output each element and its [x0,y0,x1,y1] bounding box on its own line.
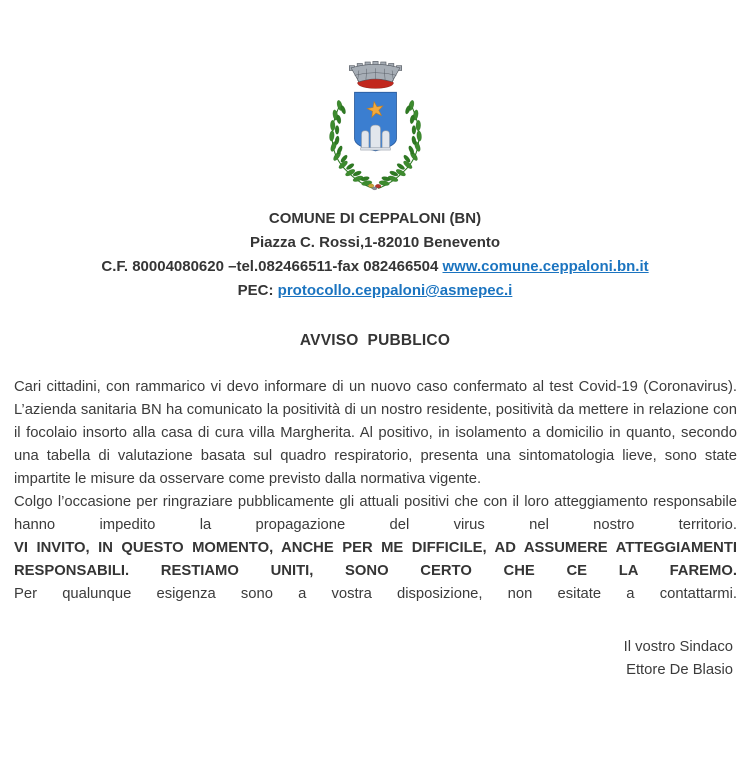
municipality-name: COMUNE DI CEPPALONI (BN) [268,210,482,227]
signature-role: Il vostro Sindaco [623,639,733,655]
paragraph-appeal-emphasis: VI INVITO, IN QUESTO MOMENTO, ANCHE PER ME DIFFICILE, AD ASSUMERE ATTEGGIAMENTI RESPONSABILI. RESTIAMO UNITI, SONO CERTO CHE CE LA FAREMO. [14,540,737,579]
letterhead [0,207,750,303]
paragraph-covid-case: Cari cittadini, con rammarico vi devo informare di un nuovo caso confermato al test Covid-19 (Coronavirus). L’azienda sanitaria BN ha comunicato la positività di un nostro residente, positività da mettere in relazione con il focolaio insorto alla casa di cura villa Margherita. Al positivo, in isolamento a domicilio in quanto, secondo una tabella di valutazione basata sul quadro respiratorio, presenta una sintomatologia lieve, sono state impartite le misure da osservare come previsto dalla normativa vigente. [14,379,737,487]
website-link[interactable]: www.comune.ceppaloni.bn.it [442,258,649,275]
signature-block [0,636,733,682]
ribbon-knot-icon [368,184,381,190]
signature-name: Ettore De Blasio [626,662,733,678]
paragraph-contact: Per qualunque esigenza sono a vostra disposizione, non esitate a contattarmi. [14,586,737,602]
mural-crown-icon [349,61,401,81]
municipal-coat-of-arms-icon [323,60,428,191]
address-line: Piazza C. Rossi,1-82010 Benevento [249,234,501,251]
contacts-line [0,255,750,279]
notice-body [14,376,737,606]
pec-label: PEC: [237,282,278,299]
paragraph-thanks: Colgo l’occasione per ringraziare pubblicamente gli attuali positivi che con il loro atteggiamento responsabile hanno impedito la propagazione del virus nel nostro territorio. [14,494,737,533]
notice-title: AVVISO PUBBLICO [299,332,451,349]
pec-line [0,279,750,303]
pec-link[interactable]: protocollo.ceppaloni@asmepec.i [277,282,513,299]
cf-tel-fax-text: C.F. 80004080620 –tel.082466511-fax 082466504 [101,258,443,275]
